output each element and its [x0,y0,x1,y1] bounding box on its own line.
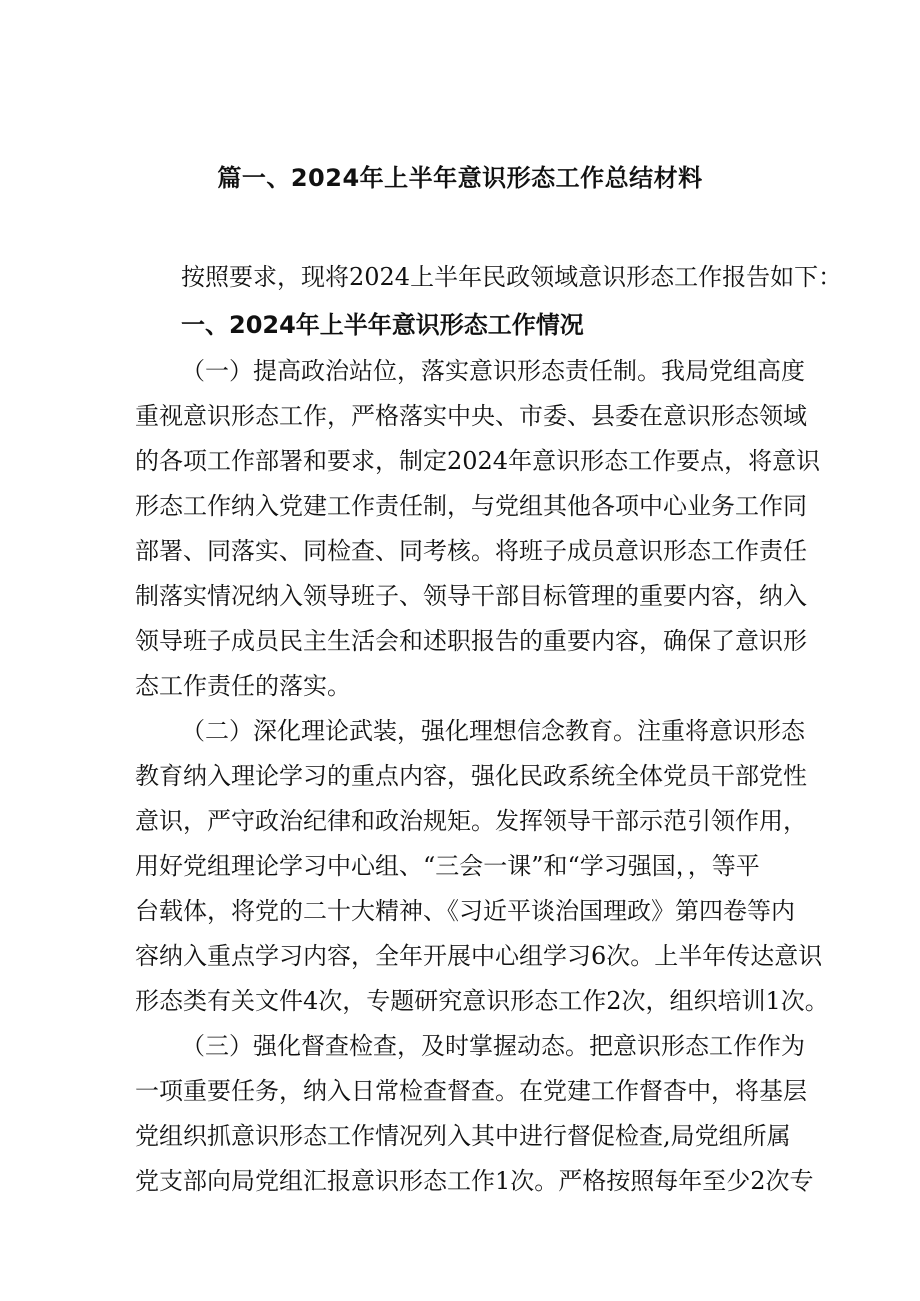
section-heading: 一、2024年上半年意识形态工作情况 [181,311,584,339]
intro-paragraph: 按照要求，现将2024上半年民政领域意识形态工作报告如下： [181,263,843,291]
paragraph-line: 的各项工作部署和要求，制定2024年意识形态工作要点，将意识 [135,447,821,475]
paragraph-line: 容纳入重点学习内容，全年开展中心组学习6次。上半年传达意识 [135,942,823,970]
paragraph-line: 形态类有关文件4次，专题研究意识形态工作2次，组织培训1次。 [135,987,829,1015]
paragraph-line: （一）提高政治站位，落实意识形态责任制。我局党组高度 [181,357,805,385]
paragraph-line: 一项重要任务，纳入日常检查督查。在党建工作督杳中，将基层 [135,1077,807,1105]
paragraph-line: 领导班子成员民主生活会和述职报告的重要内容，确保了意识形 [135,627,807,655]
paragraph-line: 制落实情况纳入领导班子、领导干部目标管理的重要内容，纳入 [135,582,807,610]
paragraph-line: （三）强化督查检查，及时掌握动态。把意识形态工作作为 [181,1032,805,1060]
paragraph-line: 形态工作纳入党建工作责任制，与党组其他各项中心业务工作同 [135,492,807,520]
paragraph-line: （二）深化理论武装，强化理想信念教育。注重将意识形态 [181,717,805,745]
paragraph-line: 意识，严守政治纪律和政治规矩。发挥领导干部示范引领作用， [135,807,807,835]
document-title: 篇一、2024年上半年意识形态工作总结材料 [217,164,703,192]
paragraph-line: 台载体，将党的二十大精神、《习近平谈治国理政》第四卷等内 [135,897,795,925]
paragraph-line: 重视意识形态工作，严格落实中央、市委、县委在意识形态领域 [135,402,807,430]
paragraph-line: 态工作责任的落实。 [135,672,351,700]
paragraph-line: 党组织抓意识形态工作情况列入其中进行督促检查,局党组所属 [135,1122,791,1150]
paragraph-line: 教育纳入理论学习的重点内容，强化民政系统全体党员干部党性 [135,762,807,790]
paragraph-line: 党支部向局党组汇报意识形态工作1次。严格按照每年至少2次专 [135,1167,814,1195]
paragraph-line: 用好党组理论学习中心组、“三会一课”和“学习强国，，等平 [135,852,760,880]
paragraph-line: 部署、同落实、同检查、同考核。将班子成员意识形态工作责任 [135,537,807,565]
